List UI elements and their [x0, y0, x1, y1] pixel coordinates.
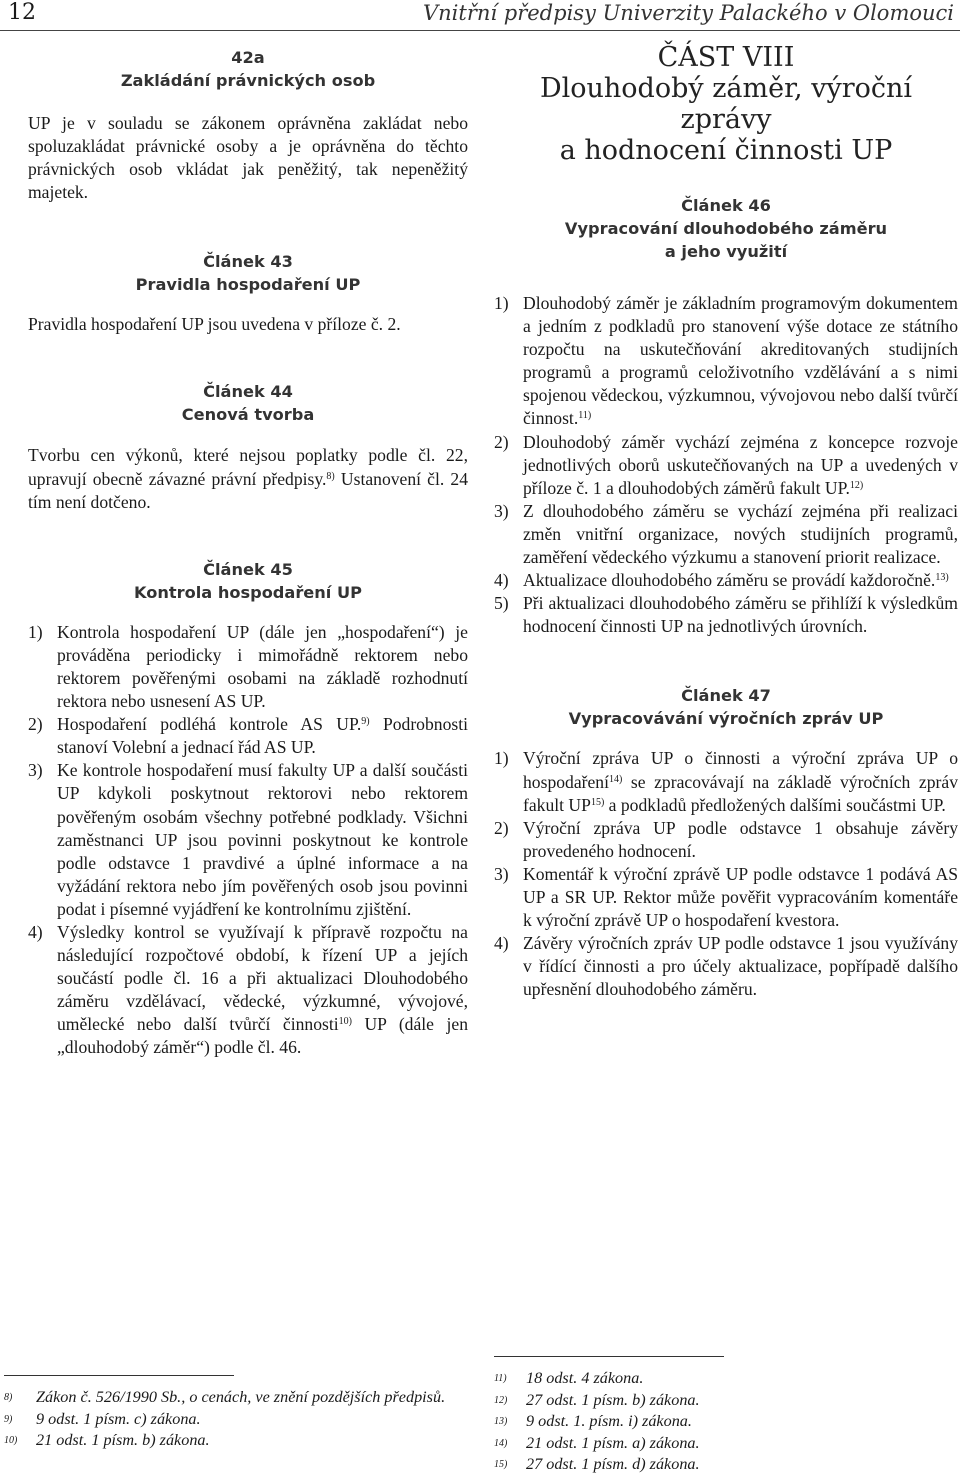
footnote: 14) 21 odst. 1 písm. a) zákona. [494, 1433, 700, 1452]
part-title-line1: Dlouhodobý záměr, výroční zprávy [539, 73, 913, 135]
list-item: 3) Komentář k výroční zprávě UP podle odstavce 1 podává AS UP a SR UP. Rektor může pověřit vypracováním komentáře k výroční zprávě UP o hospodaření kvestora. [494, 863, 958, 931]
list-item: 4) Závěry výročních zpráv UP podle odstavce 1 jsou využívány v řídící činnosti a pro účely aktualizace, popřípadě dalšího upřesnění dlouhodobého záměru. [494, 933, 958, 1000]
footnote: 10) 21 odst. 1 písm. b) zákona. [4, 1431, 210, 1450]
article-46-number: Článek 46 [681, 196, 771, 215]
list-item: 3) Ke kontrole hospodaření musí fakulty UP a další součásti UP kdykoli poskytnout rektorovi nebo rektorem pověřeným osobám všechny potřebné podklady. Všichni zaměstnanci UP jsou povinni poskytnout ke kontrole podle odstavce 1 pravdivé a úplné informace a na vyžádání rektora nebo jím pověřených osob jsou povinni podat i písemné vyjádření ke kontrolnímu zjištění. [28, 760, 468, 919]
article-42a-number: 42a [231, 48, 265, 67]
footnote-ref: 12) [849, 479, 864, 491]
article-44-number: Článek 44 [203, 382, 293, 402]
list-item: 2) Hospodaření podléhá kontrole AS UP.$^{9)}$ Podrobnosti stanoví Volební a jednací řád AS UP. [28, 714, 468, 758]
right-column [494, 44, 958, 1001]
article-46-title-line2: a jeho využití [664, 242, 788, 261]
footnote-ref: 9) [361, 716, 370, 728]
footnote-ref: 11) [578, 410, 592, 422]
part-number: ČÁST VIII [657, 42, 795, 73]
article-44-title: Cenová tvorba [181, 405, 315, 425]
list-item: 2) Dlouhodobý záměr vychází zejména z koncepce rozvoje jednotlivých oborů uskutečňovaných na UP a uvedených v příloze č. 1 a dlouhodobých záměrů fakult UP.$^{12)}$ [494, 431, 958, 498]
list-item: 4) Aktualizace dlouhodobého záměru se provádí každoročně.$^{13)}$ [494, 570, 949, 591]
footnote: 12) 27 odst. 1 písm. b) zákona. [494, 1390, 700, 1409]
footnote-ref: 10) [338, 1016, 352, 1028]
article-42a-title: Zakládání právnických osob [120, 71, 376, 90]
footnote-rule-left [4, 1375, 234, 1376]
footnote: 9) 9 odst. 1 písm. c) zákona. [4, 1409, 201, 1428]
footnote-ref: 8) [326, 470, 335, 482]
list-item: 2) Výroční zpráva UP podle odstavce 1 obsahuje závěry provedeného hodnocení. [494, 817, 958, 861]
page-number: 12 [8, 0, 36, 25]
footnote: 11) 18 odst. 4 zákona. [494, 1369, 644, 1387]
article-47-number: Článek 47 [681, 686, 771, 706]
list-item: 4) Výsledky kontrol se využívají k přípravě rozpočtu na následující rozpočtové období, k řízení UP a jejích součástí podle čl. 16 a při aktualizaci Dlouhodobého záměru vzdělávací, vědecké, výzkumné, vývojové, umělecké nebo další tvůrčí činnosti$^{10)}$ UP (dále jen „dlouhodobý záměr“) podle čl. 46. [28, 921, 468, 1058]
article-46-list [494, 292, 958, 638]
footnote-ref: 14) [609, 773, 623, 785]
list-item: 3) Z dlouhodobého záměru se vychází zejména při realizaci změn vnitřní organizace, nových studijních programů, zaměření vědeckého výzkumu a stanovení priorit realizace. [494, 500, 958, 568]
article-42a-text: UP je v souladu se zákonem oprávněna zakládat nebo spoluzakládat právnické osoby a je oprávněna do těchto právnických osob vkládat jak peněžitý, tak nepeněžitý majetek. [28, 113, 468, 203]
list-item: 5) Při aktualizaci dlouhodobého záměru se přihlíží k výsledkům hodnocení činnosti UP na jednotlivých úrovních. [494, 593, 958, 637]
footnote: 15) 27 odst. 1 písm. d) zákona. [494, 1455, 700, 1474]
part-title-line2: a hodnocení činnosti UP [559, 135, 893, 166]
footnote-ref: 13) [935, 572, 949, 584]
article-45-title: Kontrola hospodaření UP [133, 582, 363, 602]
page-header [0, 0, 960, 31]
list-item: 1) Výroční zpráva UP o činnosti a výroční zpráva UP o hospodaření$^{14)}$ se zpracovávají na základě výročních zpráv fakult UP$^{15)}$ a podkladů předložených dalšími součástmi UP. [494, 748, 958, 815]
article-43-text: Pravidla hospodaření UP jsou uvedena v příloze č. 2. [28, 314, 401, 335]
footnotes-left [4, 1387, 464, 1452]
article-47-list [494, 747, 958, 1001]
article-46-title-line1: Vypracování dlouhodobého záměru [564, 219, 888, 238]
article-45-list [28, 621, 468, 1060]
article-47-title: Vypracovávání výročních zpráv UP [568, 709, 884, 729]
article-44-text: Tvorbu cen výkonů, které nejsou poplatky podle čl. 22, upravují obecně závazné právní předpisy.$^{8)}$ Ustanovení čl. 24 tím není dotčeno. [28, 445, 468, 512]
footnote: 13) 9 odst. 1. písm. i) zákona. [494, 1412, 692, 1431]
footnotes-right [494, 1368, 954, 1476]
footnote-ref: 15) [590, 796, 605, 808]
list-item: 1) Kontrola hospodaření UP (dále jen „hospodaření“) je prováděna periodicky i mimořádně rektorem nebo rektorem pověřenými osobami na základě rozhodnutí rektora nebo usnesení AS UP. [28, 621, 468, 712]
article-43-title: Pravidla hospodaření UP [135, 275, 361, 295]
article-43-number: Článek 43 [203, 252, 293, 272]
list-item: 1) Dlouhodobý záměr je základním programovým dokumentem a jedním z podkladů pro stanovení výše dotace ze státního rozpočtu na uskutečňování akreditovaných studijních programů a programů celoživotního vzdělávání a s nimi spojenou vědeckou, výzkumnou, vývojovou nebo další tvůrčí činnost.$^{11)}$ [494, 293, 958, 429]
footnote: 8) Zákon č. 526/1990 Sb., o cenách, ve znění pozdějších předpisů. [4, 1388, 446, 1406]
article-45-number: Článek 45 [203, 559, 293, 579]
running-title: Vnitřní předpisy Univerzity Palackého v Olomouci [422, 1, 954, 25]
footnote-rule-right [494, 1356, 724, 1357]
left-column [28, 44, 468, 1060]
